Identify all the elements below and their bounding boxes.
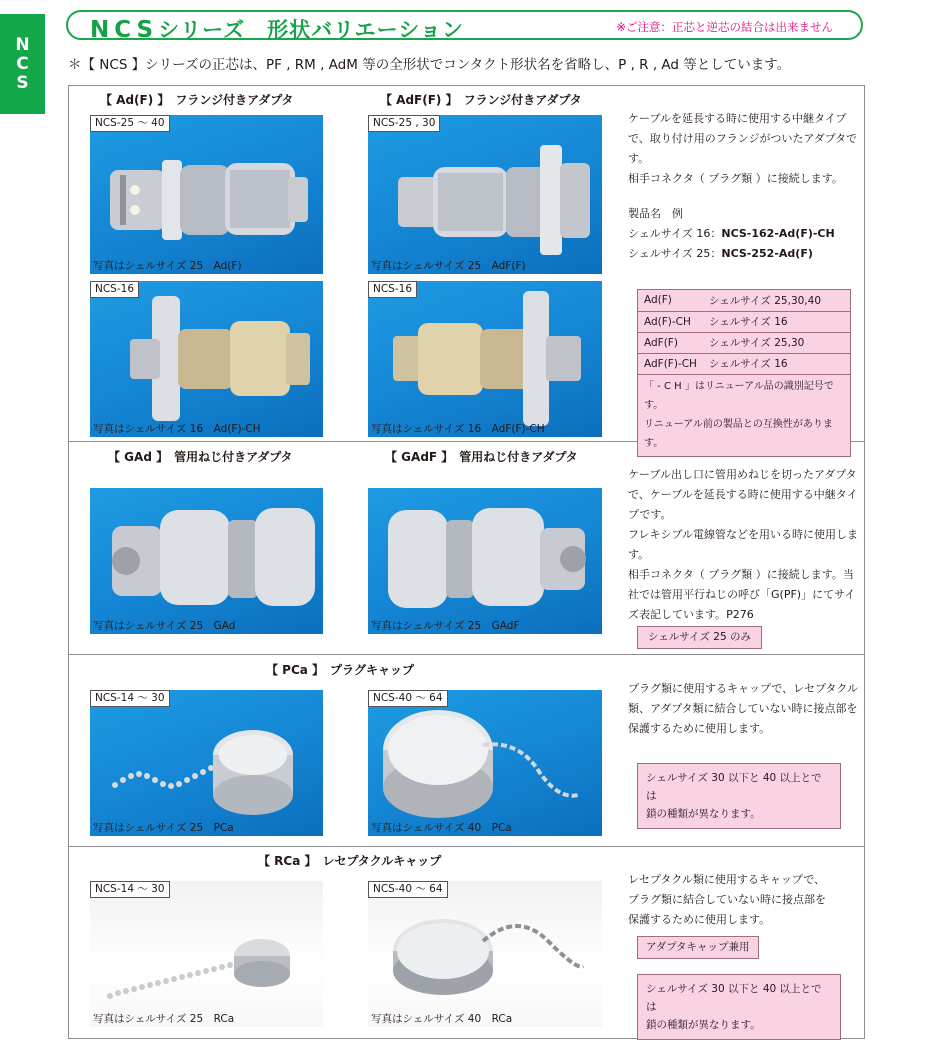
shell-size-table <box>637 289 851 457</box>
example-line <box>628 224 857 244</box>
cap-illustration <box>90 881 323 1027</box>
photo-adff-25 <box>368 115 602 274</box>
table-cell-type: AdF(F) <box>638 332 703 353</box>
photo-adf-ch-16 <box>90 281 323 437</box>
desc-line: で、取り付け用のフランジがついたアダプタで <box>628 132 857 145</box>
example-label: シェルサイズ 25： <box>628 247 722 260</box>
desc-line: 相手コネクタ（ プラグ類 ）に接続します。当 <box>628 568 854 581</box>
shell-size-tag: NCS-16 <box>90 281 139 298</box>
adapter-cap-badge: アダプタキャップ兼用 <box>637 936 759 959</box>
shell-size-tag: NCS-40 ～ 64 <box>368 690 448 707</box>
page-title-series: NCS <box>90 17 159 43</box>
example-value: NCS-162-Ad(F)-CH <box>721 227 835 240</box>
chain-type-note <box>637 974 841 1040</box>
receptacle-cap-description <box>628 870 826 930</box>
connector-illustration <box>368 115 602 274</box>
photo-caption: 写真はシェルサイズ 25 Ad(F) <box>93 260 242 272</box>
section-divider <box>68 654 865 655</box>
table-cell-type: Ad(F) <box>638 290 703 311</box>
table-cell-size: シェルサイズ 16 <box>703 311 850 332</box>
photo-gad-25 <box>90 488 323 634</box>
connector-illustration <box>90 488 323 634</box>
note-line: 鎖の種類が異なります。 <box>646 808 761 820</box>
desc-line: で、ケーブルを延長する時に使用する中継タイ <box>628 488 858 501</box>
photo-pca-40 <box>368 690 602 836</box>
photo-caption: 写真はシェルサイズ 25 GAdF <box>371 620 520 632</box>
photo-caption: 写真はシェルサイズ 25 RCa <box>93 1013 235 1025</box>
label-gad: 【 GAd 】 管用ねじ付きアダプタ <box>108 450 293 464</box>
shell-size-tag: NCS-25 , 30 <box>368 115 440 132</box>
table-note-line: リニューアル前の製品との互換性があります。 <box>644 418 833 449</box>
desc-line: す。 <box>628 548 650 561</box>
table-cell-size: シェルサイズ 25,30,40 <box>703 290 850 311</box>
table-cell-size: シェルサイズ 25,30 <box>703 332 850 353</box>
photo-caption: 写真はシェルサイズ 40 PCa <box>371 822 512 834</box>
side-tab <box>0 14 45 114</box>
plug-cap-description <box>628 679 858 739</box>
connector-illustration <box>368 488 602 634</box>
page-header <box>66 10 863 43</box>
shell-size-tag: NCS-14 ～ 30 <box>90 881 170 898</box>
desc-line: プです。 <box>628 508 672 521</box>
note-line: シェルサイズ 30 以下と 40 以上とでは <box>646 772 822 802</box>
table-row <box>638 353 850 374</box>
desc-line: 社では管用平行ねじの呼び「G(PF)」にてサイ <box>628 588 856 601</box>
photo-rca-25 <box>90 881 323 1027</box>
connector-illustration <box>368 281 602 437</box>
example-line <box>628 244 857 264</box>
table-cell-type: Ad(F)-CH <box>638 311 703 332</box>
desc-line: プラグ類に使用するキャップで、レセプタクル <box>628 682 859 695</box>
connector-illustration <box>90 115 323 274</box>
table-row <box>638 332 850 353</box>
header-caution-note: ※ご注意：正芯と逆芯の結合は出来ません <box>616 20 833 34</box>
desc-line: フレキシブル電線管などを用いる時に使用しま <box>628 528 859 541</box>
table-note <box>638 375 850 456</box>
desc-line: レセプタクル類に使用するキャップで、 <box>628 873 826 886</box>
photo-pca-25 <box>90 690 323 836</box>
page-title <box>90 14 464 44</box>
label-pca: 【 PCa 】 プラグキャップ <box>266 663 415 677</box>
photo-gadf-25 <box>368 488 602 634</box>
label-rca: 【 RCa 】 レセプタクルキャップ <box>258 854 442 868</box>
desc-line: プラグ類に結合していない時に接点部を <box>628 893 826 906</box>
table-cell-size: シェルサイズ 16 <box>703 353 850 374</box>
desc-line: 保護するために使用します。 <box>628 913 771 926</box>
photo-rca-40 <box>368 881 602 1027</box>
photo-adf-25 <box>90 115 323 274</box>
table-row <box>638 290 850 311</box>
label-adff: 【 AdF(F) 】 フランジ付きアダプタ <box>380 93 582 107</box>
note-line: 鎖の種類が異なります。 <box>646 1019 761 1031</box>
table-row <box>638 311 850 332</box>
shell-size-tag: NCS-25 ～ 40 <box>90 115 170 132</box>
shell-size-tag: NCS-16 <box>368 281 417 298</box>
example-value: NCS-252-Ad(F) <box>721 247 813 260</box>
desc-line: す。 <box>628 152 650 165</box>
cap-illustration <box>368 690 602 836</box>
table-cell-type: AdF(F)-CH <box>638 353 703 374</box>
example-label: シェルサイズ 16： <box>628 227 722 240</box>
chain-type-note <box>637 763 841 829</box>
desc-line: ズ表記しています。P276 <box>628 608 754 621</box>
label-gadf: 【 GAdF 】 管用ねじ付きアダプタ <box>385 450 578 464</box>
table-note-line: 「 - C H 」はリニューアル品の識別記号です。 <box>644 380 834 411</box>
shell-size-badge: シェルサイズ 25 のみ <box>637 626 762 649</box>
photo-adff-ch-16 <box>368 281 602 437</box>
desc-line: ケーブル出し口に管用めねじを切ったアダプタ <box>628 468 857 481</box>
cap-illustration <box>90 690 323 836</box>
note-line: シェルサイズ 30 以下と 40 以上とでは <box>646 983 822 1013</box>
desc-line: ケーブルを延長する時に使用する中継タイプ <box>628 112 847 125</box>
side-tab-label: NCS <box>15 35 30 93</box>
photo-caption: 写真はシェルサイズ 16 Ad(F)-CH <box>93 423 261 435</box>
cap-illustration <box>368 881 602 1027</box>
intro-text: ＊【 NCS 】シリーズの正芯は、PF , RM , AdM 等の全形状でコンタクト形状名を省略し、P , R , Ad 等としています。 <box>68 57 791 73</box>
connector-illustration <box>90 281 323 437</box>
photo-caption: 写真はシェルサイズ 25 PCa <box>93 822 234 834</box>
desc-line: 保護するために使用します。 <box>628 722 771 735</box>
shell-size-tag: NCS-40 ～ 64 <box>368 881 448 898</box>
adapter-flange-description <box>628 109 857 264</box>
photo-caption: 写真はシェルサイズ 40 RCa <box>371 1013 513 1025</box>
desc-line: 相手コネクタ（ プラグ類 ）に接続します。 <box>628 172 843 185</box>
adapter-pipe-description <box>628 465 858 625</box>
section-divider <box>68 846 865 847</box>
shell-size-tag: NCS-14 ～ 30 <box>90 690 170 707</box>
desc-line: 類、アダプタ類に結合していない時に接点部を <box>628 702 858 715</box>
photo-caption: 写真はシェルサイズ 16 AdF(F)-CH <box>371 423 545 435</box>
page-title-text: シリーズ 形状バリエーション <box>158 18 464 42</box>
label-adf: 【 Ad(F) 】 フランジ付きアダプタ <box>100 93 294 107</box>
photo-caption: 写真はシェルサイズ 25 GAd <box>93 620 236 632</box>
example-title: 製品名 例 <box>628 207 683 220</box>
photo-caption: 写真はシェルサイズ 25 AdF(F) <box>371 260 526 272</box>
